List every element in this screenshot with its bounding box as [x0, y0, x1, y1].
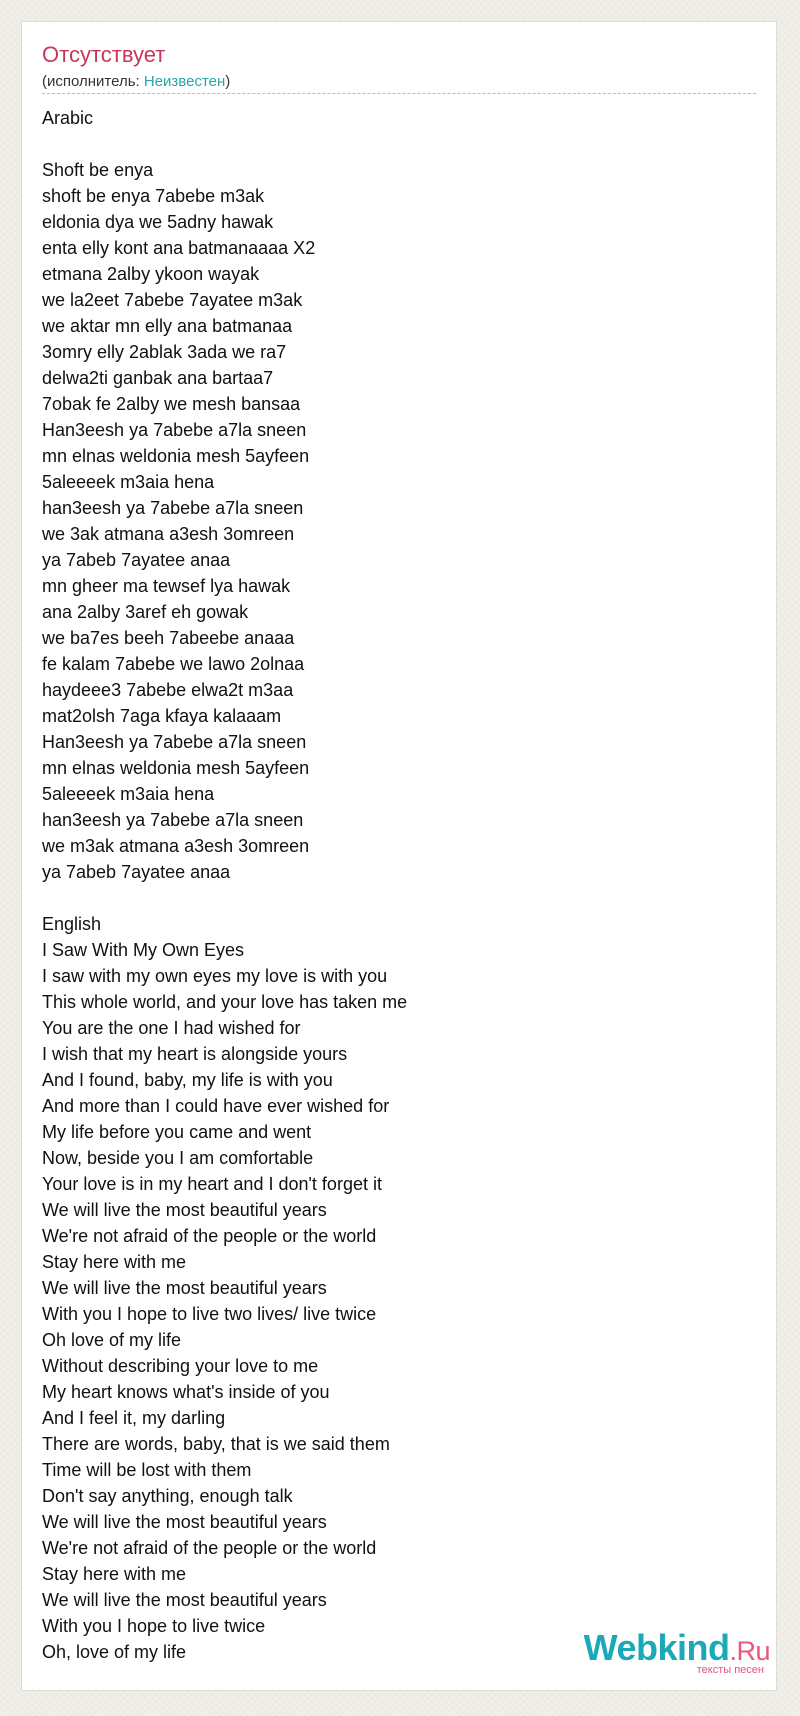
lyric-line: shoft be enya 7abebe m3ak [42, 186, 265, 206]
lyric-line: My heart knows what's inside of you [42, 1382, 330, 1402]
lyric-line: Han3eesh ya 7abebe a7la sneen [42, 732, 307, 752]
lyric-line: ya 7abeb 7ayatee anaa [42, 550, 231, 570]
lyric-line: 5aleeeek m3aia hena [42, 472, 215, 492]
lyric-line: Now, beside you I am comfortable [42, 1148, 314, 1168]
lyric-line: We're not afraid of the people or the world [42, 1226, 377, 1246]
lyric-line: ana 2alby 3aref eh gowak [42, 602, 249, 622]
lyric-line: Don't say anything, enough talk [42, 1486, 293, 1506]
lyric-line: delwa2ti ganbak ana bartaa7 [42, 368, 274, 388]
lyric-line: Shoft be enya [42, 160, 154, 180]
lyric-line: haydeee3 7abebe elwa2t m3aa [42, 680, 294, 700]
lyric-line: eldonia dya we 5adny hawak [42, 212, 274, 232]
lyrics-card [21, 21, 777, 1691]
lyric-line: We will live the most beautiful years [42, 1278, 327, 1298]
lyric-line: We will live the most beautiful years [42, 1200, 327, 1220]
lyric-line: we aktar mn elly ana batmanaa [42, 316, 293, 336]
lyric-line: I saw with my own eyes my love is with you [42, 966, 388, 986]
lyric-line: mn gheer ma tewsef lya hawak [42, 576, 291, 596]
artist-suffix: ) [225, 73, 231, 90]
lyric-line: And I feel it, my darling [42, 1408, 226, 1428]
artist-line [42, 73, 230, 91]
lyric-blank-line [42, 885, 742, 911]
lyric-line: Your love is in my heart and I don't forget it [42, 1174, 382, 1194]
artist-prefix: (исполнитель: [42, 73, 144, 90]
lyric-line: 3omry elly 2ablak 3ada we ra7 [42, 342, 287, 362]
lyric-line: Time will be lost with them [42, 1460, 252, 1480]
lyric-line: han3eesh ya 7abebe a7la sneen [42, 810, 304, 830]
lyric-line: Arabic [42, 108, 94, 128]
watermark-subtitle: тексты песен [696, 1664, 764, 1676]
artist-link[interactable]: Неизвестен [143, 73, 226, 90]
lyric-line: And more than I could have ever wished for [42, 1096, 390, 1116]
watermark-tld: .Ru [729, 1636, 770, 1666]
lyric-line: You are the one I had wished for [42, 1018, 301, 1038]
lyric-line: we la2eet 7abebe 7ayatee m3ak [42, 290, 303, 310]
lyric-line: we ba7es beeh 7abeebe anaaa [42, 628, 295, 648]
lyric-line: We're not afraid of the people or the world [42, 1538, 377, 1558]
lyric-line: I Saw With My Own Eyes [42, 940, 245, 960]
webkind-watermark [570, 1628, 770, 1678]
lyric-line: mn elnas weldonia mesh 5ayfeen [42, 758, 310, 778]
lyrics-text [42, 105, 742, 1665]
lyric-line: Oh, love of my life [42, 1642, 187, 1662]
lyric-line: With you I hope to live twice [42, 1616, 266, 1636]
lyric-line: fe kalam 7abebe we lawo 2olnaa [42, 654, 305, 674]
lyric-line: There are words, baby, that is we said them [42, 1434, 390, 1454]
song-title: Отсутствует [42, 42, 166, 67]
lyric-line: Oh love of my life [42, 1330, 182, 1350]
lyric-line: ya 7abeb 7ayatee anaa [42, 862, 231, 882]
lyric-line: we 3ak atmana a3esh 3omreen [42, 524, 295, 544]
lyric-line: We will live the most beautiful years [42, 1512, 327, 1532]
lyric-line: Stay here with me [42, 1252, 187, 1272]
lyric-line: I wish that my heart is alongside yours [42, 1044, 348, 1064]
lyric-line: And I found, baby, my life is with you [42, 1070, 333, 1090]
lyric-line: English [42, 914, 102, 934]
lyric-line: My life before you came and went [42, 1122, 312, 1142]
lyric-line: With you I hope to live two lives/ live twice [42, 1304, 377, 1324]
lyric-line: 7obak fe 2alby we mesh bansaa [42, 394, 301, 414]
lyric-line: We will live the most beautiful years [42, 1590, 327, 1610]
lyric-line: mn elnas weldonia mesh 5ayfeen [42, 446, 310, 466]
lyric-line: Han3eesh ya 7abebe a7la sneen [42, 420, 307, 440]
lyric-line: enta elly kont ana batmanaaaa X2 [42, 238, 316, 258]
lyric-line: we m3ak atmana a3esh 3omreen [42, 836, 310, 856]
lyric-line: Stay here with me [42, 1564, 187, 1584]
lyric-line: This whole world, and your love has taken me [42, 992, 408, 1012]
lyric-line: han3eesh ya 7abebe a7la sneen [42, 498, 304, 518]
lyric-line: 5aleeeek m3aia hena [42, 784, 215, 804]
watermark-brand: Webkind [583, 1627, 730, 1668]
lyric-blank-line [42, 131, 742, 157]
title-divider [42, 93, 756, 94]
lyric-line: Without describing your love to me [42, 1356, 319, 1376]
lyric-line: etmana 2alby ykoon wayak [42, 264, 260, 284]
lyric-line: mat2olsh 7aga kfaya kalaaam [42, 706, 282, 726]
